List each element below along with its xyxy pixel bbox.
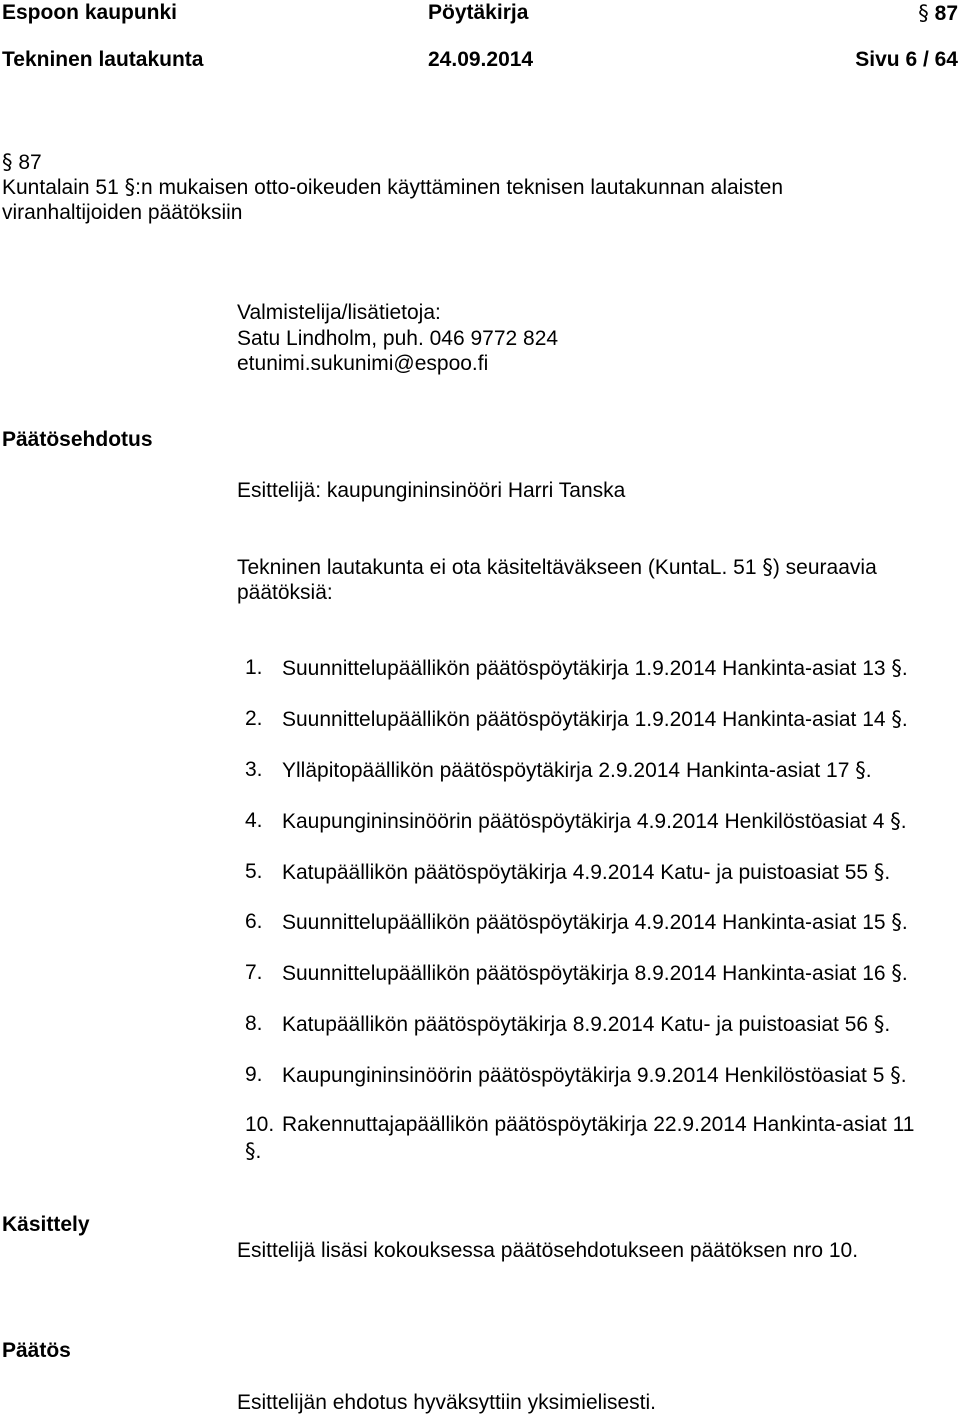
handling-heading: Käsittely — [2, 1213, 90, 1236]
list-item-number: 1. — [245, 656, 263, 679]
list-item — [0, 1113, 960, 1165]
list-item-text: Suunnittelupäällikön päätöspöytäkirja 1.9.2014 Hankinta-asiat 14 §. — [282, 707, 908, 731]
list-item-text: Kaupungininsinöörin päätöspöytäkirja 9.9.2014 Henkilöstöasiat 5 §. — [282, 1063, 907, 1087]
handling-text: Esittelijä lisäsi kokouksessa päätösehdotukseen päätöksen nro 10. — [237, 1239, 859, 1262]
header-section-number: 87 — [934, 2, 958, 25]
list-item-number: 6. — [245, 910, 263, 933]
section-sign-icon: § — [873, 1012, 885, 1036]
section-sign-icon: § — [762, 555, 773, 579]
list-item — [0, 961, 960, 987]
header-board: Tekninen lautakunta — [2, 48, 204, 71]
decision-text: Esittelijän ehdotus hyväksyttiin yksimielisesti. — [237, 1391, 656, 1414]
list-item-text: Ylläpitopäällikön päätöspöytäkirja 2.9.2014 Hankinta-asiat 17 §. — [282, 758, 872, 782]
title-line-1 — [2, 175, 783, 200]
list-item — [0, 1012, 960, 1038]
section-sign-icon: § — [891, 656, 902, 680]
list-item-number: 7. — [245, 961, 263, 984]
section-sign-icon: § — [124, 175, 136, 199]
section-sign-icon: § — [245, 1139, 256, 1163]
section-sign-icon: § — [2, 150, 13, 174]
contact-email: etunimi.sukunimi@espoo.fi — [237, 352, 489, 375]
title-text: :n mukaisen otto-oikeuden käyttäminen teknisen lautakunnan alaisten — [135, 176, 784, 199]
header-page: Sivu 6 / 64 — [855, 48, 958, 71]
list-item-text: Suunnittelupäällikön päätöspöytäkirja 1.9.2014 Hankinta-asiat 13 §. — [282, 656, 908, 680]
list-item-number: 4. — [245, 809, 263, 832]
proposal-heading: Päätösehdotus — [2, 428, 153, 451]
list-item — [0, 707, 960, 733]
header-date: 24.09.2014 — [428, 48, 534, 71]
section-sign-icon: § — [890, 809, 901, 833]
section-sign-icon: § — [918, 1, 929, 25]
section-sign-icon: § — [873, 860, 885, 884]
list-item — [0, 910, 960, 936]
contact-name-phone: Satu Lindholm, puh. 046 9772 824 — [237, 327, 559, 350]
section-sign-icon: § — [891, 910, 902, 934]
list-item — [0, 758, 960, 784]
list-item-number: 2. — [245, 707, 263, 730]
section-sign-icon: § — [891, 961, 902, 985]
list-item — [0, 1063, 960, 1089]
list-item-text: Rakennuttajapäällikön päätöspöytäkirja 22.9.2014 Hankinta-asiat 11 — [282, 1113, 915, 1136]
list-item-number: 8. — [245, 1012, 263, 1035]
decision-heading: Päätös — [2, 1339, 71, 1362]
section-sign-icon: § — [855, 758, 866, 782]
header-section — [918, 1, 958, 26]
list-item-text: Suunnittelupäällikön päätöspöytäkirja 8.9.2014 Hankinta-asiat 16 §. — [282, 961, 908, 985]
title-line-2: viranhaltijoiden päätöksiin — [2, 201, 243, 224]
proposal-intro-text: ) seuraavia — [772, 556, 877, 579]
title-section-number: 87 — [18, 151, 42, 174]
title-text: Kuntalain 51 — [2, 176, 125, 199]
contact-label: Valmistelija/lisätietoja: — [237, 301, 441, 324]
section-sign-icon: § — [890, 1063, 901, 1087]
list-item-text: Suunnittelupäällikön päätöspöytäkirja 4.9.2014 Hankinta-asiat 15 §. — [282, 910, 908, 934]
section-sign-icon: § — [891, 707, 902, 731]
header-org: Espoon kaupunki — [2, 1, 178, 24]
proposal-intro-text: Tekninen lautakunta ei ota käsiteltäväkseen (KuntaL. 51 — [237, 556, 763, 579]
presenter: Esittelijä: kaupungininsinööri Harri Tanska — [237, 479, 626, 502]
title-section — [2, 150, 42, 175]
list-item-text: Katupäällikön päätöspöytäkirja 4.9.2014 Katu- ja puistoasiat 55 §. — [282, 860, 891, 884]
proposal-intro-line-1 — [237, 555, 877, 580]
list-item-text: Kaupungininsinöörin päätöspöytäkirja 4.9.2014 Henkilöstöasiat 4 §. — [282, 809, 907, 833]
list-item-text: Katupäällikön päätöspöytäkirja 8.9.2014 Katu- ja puistoasiat 56 §. — [282, 1012, 891, 1036]
list-item-number: 3. — [245, 758, 263, 781]
list-item-number: 10. — [245, 1113, 275, 1136]
list-item-text-continuation: §. — [245, 1139, 262, 1163]
proposal-intro-line-2: päätöksiä: — [237, 581, 333, 604]
header-doc-type: Pöytäkirja — [428, 1, 529, 24]
list-item — [0, 860, 960, 886]
list-item — [0, 656, 960, 682]
list-item-number: 9. — [245, 1063, 263, 1086]
list-item — [0, 809, 960, 835]
list-item-number: 5. — [245, 860, 263, 883]
